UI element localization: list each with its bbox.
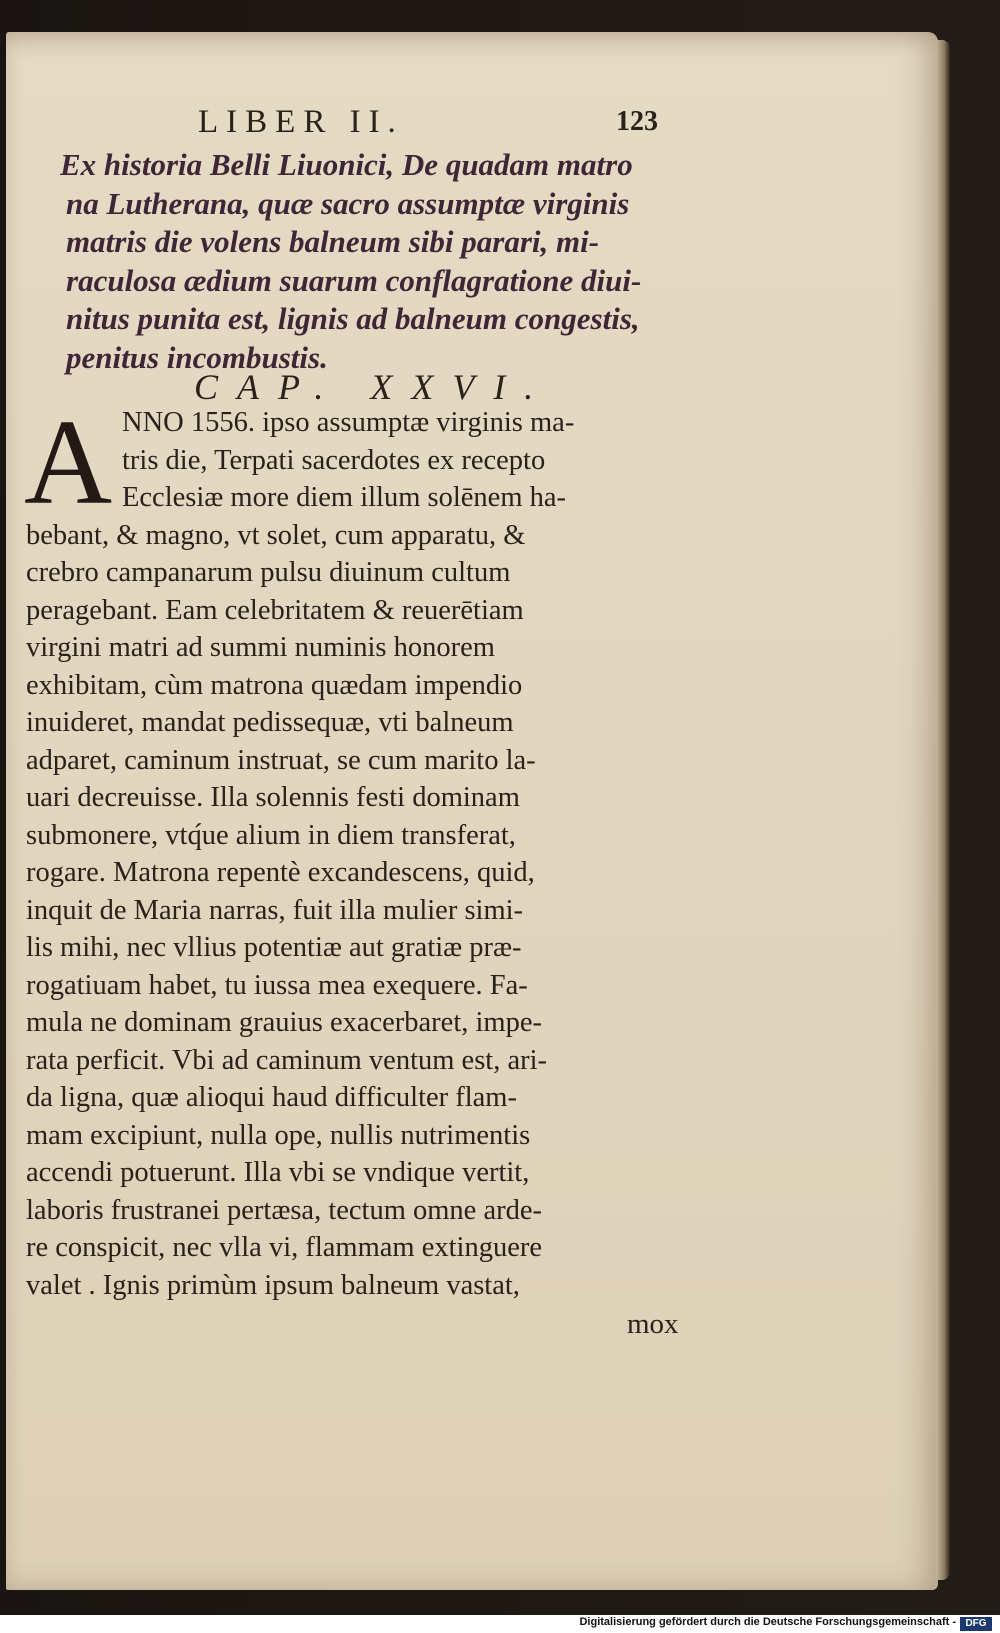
chapter-number: CAP. XXVI. bbox=[194, 367, 553, 407]
heading-line: na Lutherana, quæ sacro assumptæ virginis bbox=[66, 185, 630, 221]
heading-line: raculosa ædium suarum conflagratione diui- bbox=[66, 262, 642, 298]
heading-line: Ex historia Belli Liuonici, De quadam matro bbox=[60, 147, 633, 182]
drop-capital: A bbox=[24, 395, 113, 530]
catchword: mox bbox=[627, 1308, 679, 1340]
text-line: crebro campanarum pulsu diuinum cultum bbox=[26, 557, 511, 588]
text-line: re conspicit, nec vlla vi, flammam extinguere bbox=[26, 1232, 542, 1263]
heading-line: nitus punita est, lignis ad balneum congestis, bbox=[66, 301, 640, 337]
text-line: virgini matri ad summi numinis honorem bbox=[26, 632, 495, 663]
text-line: adparet, caminum instruat, se cum marito la- bbox=[26, 744, 536, 776]
running-title: LIBER II. bbox=[198, 104, 404, 140]
heading-line: penitus incombustis. bbox=[66, 339, 328, 375]
text-line: mam excipiunt, nulla ope, nullis nutrimentis bbox=[26, 1119, 531, 1151]
text-line: lis mihi, nec vllius potentiæ aut gratiæ præ- bbox=[26, 932, 522, 963]
text-line: submonere, vtq́ue alium in diem transferat, bbox=[26, 819, 516, 851]
page-edge bbox=[936, 40, 950, 1580]
running-head bbox=[0, 104, 1000, 144]
text-line: bebant, & magno, vt solet, cum apparatu, & bbox=[26, 519, 526, 551]
text-line: accendi potuerunt. Illa vbi se vndique vertit, bbox=[26, 1157, 530, 1188]
text-line: rata perficit. Vbi ad caminum ventum est, ari- bbox=[26, 1044, 548, 1076]
text-line: uari decreuisse. Illa solennis festi dominam bbox=[26, 782, 520, 813]
text-line: da ligna, quæ alioqui haud difficulter flam- bbox=[26, 1082, 517, 1113]
text-line: rogatiuam habet, tu iussa mea exequere. Fa- bbox=[26, 969, 528, 1001]
text-line: tris die, Terpati sacerdotes ex recepto bbox=[122, 444, 546, 476]
text-line: valet . Ignis primùm ipsum balneum vastat, bbox=[26, 1269, 520, 1301]
text-line: peragebant. Eam celebritatem & reuerētiam bbox=[26, 594, 524, 626]
body-text bbox=[24, 395, 716, 1304]
heading-line: matris die volens balneum sibi parari, mi- bbox=[66, 224, 600, 260]
chapter-heading bbox=[60, 146, 706, 378]
funding-credit: Digitalisierung gefördert durch die Deutsche Forschungsgemeinschaft - bbox=[579, 1616, 956, 1628]
page-number: 123 bbox=[616, 106, 658, 137]
dfg-logo-icon: DFG bbox=[960, 1617, 992, 1631]
text-line: Ecclesiæ more diem illum solēnem ha- bbox=[122, 482, 567, 513]
text-line: mula ne dominam grauius exacerbaret, impe- bbox=[26, 1007, 542, 1038]
text-line: rogare. Matrona repentè excandescens, quid, bbox=[26, 857, 535, 888]
text-line: inquit de Maria narras, fuit illa mulier simi- bbox=[26, 894, 524, 926]
text-line: laboris frustranei pertæsa, tectum omne arde- bbox=[26, 1194, 542, 1226]
text-line: NNO 1556. ipso assumptæ virginis ma- bbox=[122, 407, 575, 438]
text-line: inuideret, mandat pedissequæ, vti balneum bbox=[26, 707, 514, 738]
text-line: exhibitam, cùm matrona quædam impendio bbox=[26, 669, 523, 701]
